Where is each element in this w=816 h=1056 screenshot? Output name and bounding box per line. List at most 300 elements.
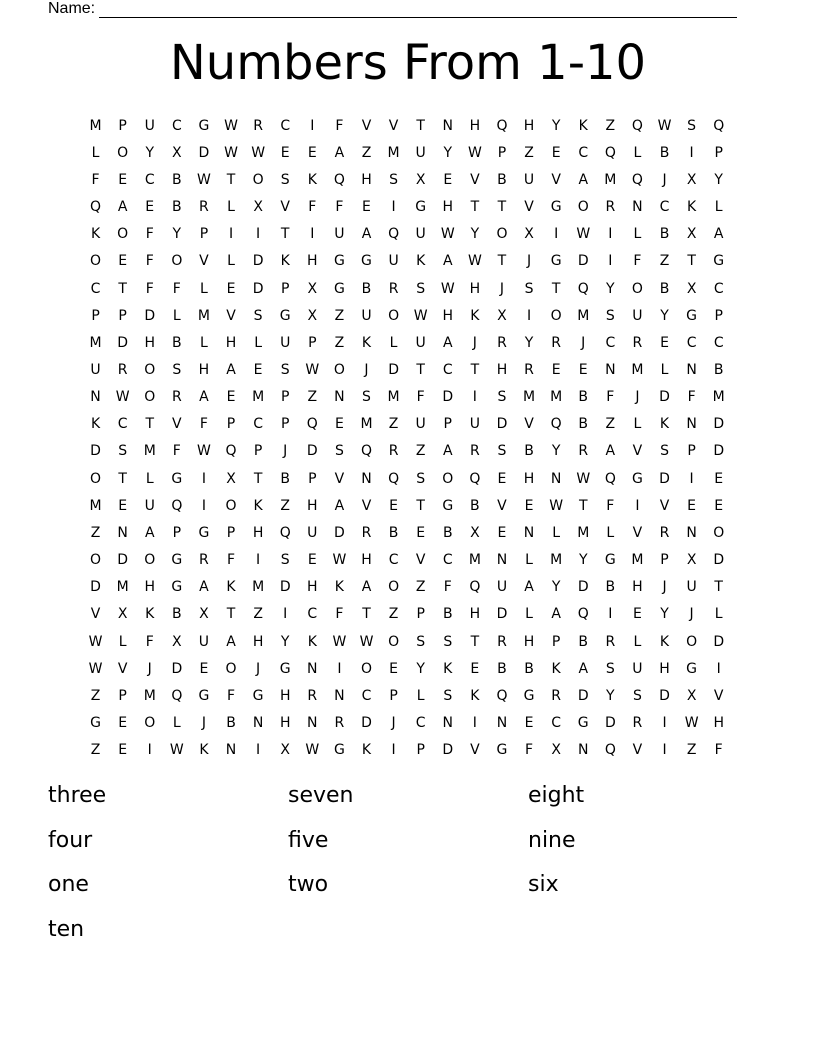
grid-letter: W [467,253,482,270]
grid-letter: S [280,552,290,569]
grid-letter: B [280,470,290,487]
grid-letter: L [254,334,263,351]
grid-letter: N [442,117,453,134]
grid-letter: V [90,606,101,623]
grid-letter: S [497,389,507,406]
grid-letter: V [632,443,643,460]
grid-letter: B [226,715,236,732]
grid-letter: P [308,470,317,487]
grid-letter: M [631,361,644,378]
grid-letter: V [524,416,534,433]
grid-letter: J [364,361,369,378]
grid-letter: G [171,470,183,487]
grid-letter: R [524,361,534,378]
grid-letter: L [416,687,425,704]
grid-letter: P [226,416,236,433]
grid-letter: J [581,334,586,351]
grid-letter: Q [604,742,616,759]
grid-letter: K [226,579,236,596]
grid-letter: C [415,715,426,732]
grid-letter: V [524,199,534,216]
grid-letter: X [199,606,209,623]
grid-letter: E [714,470,724,487]
word-list-item: four [48,827,93,853]
grid-letter: G [333,280,345,297]
grid-letter: E [226,389,236,406]
grid-letter: R [199,199,209,216]
grid-letter: A [713,226,724,243]
grid-letter: M [89,117,102,134]
grid-letter: V [199,253,209,270]
grid-letter: E [470,660,480,677]
grid-letter: Y [524,334,534,351]
grid-letter: Q [225,443,237,460]
grid-letter: J [689,606,694,623]
grid-letter: M [631,552,644,569]
grid-letter: D [604,715,616,732]
grid-letter: V [632,742,643,759]
grid-letter: D [334,524,345,541]
grid-letter: L [633,144,642,161]
grid-letter: I [256,742,261,759]
grid-letter: B [578,633,589,650]
grid-letter: Q [171,687,183,704]
grid-letter: C [117,416,128,433]
grid-letter: O [442,470,454,487]
grid-letter: W [224,144,238,161]
grid-letter: L [172,715,181,732]
grid-letter: Q [333,171,345,188]
grid-letter: K [470,307,480,324]
grid-letter: O [225,660,237,677]
grid-letter: F [145,253,154,270]
grid-letter: R [632,334,643,351]
grid-letter: R [578,443,589,460]
grid-letter: X [280,742,290,759]
grid-letter: X [686,226,697,243]
grid-letter: A [334,144,345,161]
grid-row [82,492,732,519]
grid-letter: R [388,443,399,460]
grid-letter: Y [660,307,669,324]
grid-letter: W [359,633,374,650]
grid-letter: A [442,334,453,351]
grid-letter: V [388,117,399,134]
grid-letter: Q [90,199,102,216]
grid-letter: C [280,117,291,134]
grid-letter: L [633,416,642,433]
grid-letter: S [253,307,263,324]
grid-letter: Z [605,117,616,134]
grid-letter: G [550,253,562,270]
grid-letter: Y [145,144,155,161]
grid-letter: K [253,497,263,514]
grid-letter: Q [360,443,372,460]
grid-letter: T [118,280,127,297]
grid-letter: B [172,334,182,351]
grid-letter: J [201,715,206,732]
grid-letter: E [362,199,371,216]
grid-letter: U [415,334,426,351]
grid-letter: A [226,633,236,650]
grid-letter: P [443,416,452,433]
grid-letter: K [470,687,480,704]
grid-letter: E [389,660,398,677]
grid-letter: Z [388,606,399,623]
grid-letter: V [470,742,480,759]
grid-letter: D [713,552,725,569]
grid-letter: I [689,144,694,161]
grid-letter: C [253,416,263,433]
word-list-item: one [48,872,89,897]
grid-letter: S [172,361,182,378]
grid-letter: I [201,470,206,487]
grid-letter: D [279,579,291,596]
grid-letter: N [577,742,589,759]
grid-letter: B [361,280,372,297]
grid-letter: R [605,633,616,650]
grid-letter: I [310,226,315,243]
grid-letter: N [605,361,616,378]
grid-letter: V [117,660,128,677]
grid-letter: X [117,606,128,623]
grid-letter: N [307,715,318,732]
grid-letter: L [227,253,235,270]
grid-letter: S [632,687,642,704]
grid-letter: C [713,334,724,351]
grid-letter: L [525,606,533,623]
grid-letter: L [200,334,208,351]
grid-letter: S [605,307,615,324]
grid-letter: J [472,334,477,351]
grid-letter: Z [253,606,263,623]
grid-letter: E [551,361,561,378]
grid-letter: G [686,307,698,324]
grid-letter: E [199,660,209,677]
grid-letter: L [552,524,561,541]
grid-letter: E [118,253,128,270]
grid-letter: M [577,307,590,324]
grid-letter: A [199,389,209,406]
grid-letter: Z [280,497,290,514]
grid-letter: N [686,524,697,541]
grid-letter: V [172,416,182,433]
grid-letter: F [91,171,100,188]
grid-letter: W [224,117,238,134]
grid-letter: N [334,389,345,406]
grid-letter: Q [279,524,291,541]
grid-letter: Q [550,416,562,433]
grid-letter: O [225,497,237,514]
grid-letter: H [523,470,535,487]
grid-row [82,574,732,601]
grid-letter: R [659,524,670,541]
grid-letter: P [280,389,290,406]
grid-letter: W [115,389,130,406]
grid-letter: O [252,171,264,188]
grid-letter: R [605,199,616,216]
grid-letter: I [608,253,613,270]
grid-letter: O [686,633,698,650]
grid-letter: E [416,524,426,541]
grid-letter: F [525,742,534,759]
name-blank-line[interactable] [99,2,737,18]
grid-letter: X [307,307,318,324]
grid-letter: Q [604,144,616,161]
grid-letter: S [443,687,453,704]
grid-letter: B [442,606,453,623]
grid-letter: L [389,334,398,351]
grid-letter: N [550,470,562,487]
word-list-item: five [288,827,329,853]
grid-letter: M [577,524,590,541]
grid-letter: A [199,579,209,596]
grid-letter: O [171,253,183,270]
grid-letter: J [256,660,261,677]
grid-letter: H [523,117,535,134]
grid-letter: I [256,552,261,569]
grid-letter: O [631,280,643,297]
grid-letter: D [171,660,183,677]
grid-letter: I [256,226,261,243]
grid-letter: G [523,687,535,704]
grid-letter: G [415,199,427,216]
grid-letter: C [307,606,318,623]
grid-letter: T [416,117,425,134]
grid-letter: D [90,579,101,596]
grid-letter: D [713,633,725,650]
grid-letter: T [118,470,127,487]
grid-letter: O [90,253,102,270]
grid-letter: O [90,552,102,569]
grid-letter: Y [470,226,480,243]
grid-row [82,628,732,655]
word-list-item: two [288,872,329,897]
grid-letter: W [576,470,591,487]
grid-letter: I [689,470,694,487]
grid-letter: Z [361,144,372,161]
grid-row [82,438,732,465]
grid-letter: A [551,606,561,623]
grid-letter: P [714,144,723,161]
grid-letter: B [578,416,589,433]
grid-letter: C [388,552,399,569]
grid-letter: U [361,307,372,324]
grid-letter: T [280,226,290,243]
grid-row [82,139,732,166]
grid-letter: Q [388,226,400,243]
grid-letter: V [361,497,372,514]
grid-letter: Z [686,742,697,759]
grid-letter: N [496,552,508,569]
grid-letter: P [118,307,127,324]
grid-letter: G [90,715,101,732]
grid-letter: I [608,226,613,243]
grid-letter: G [442,497,454,514]
word-list-item: three [48,783,107,808]
grid-letter: H [442,307,454,324]
grid-letter: P [308,334,317,351]
grid-letter: T [253,470,263,487]
grid-letter: W [332,552,347,569]
grid-row [82,248,732,275]
grid-letter: D [90,443,101,460]
grid-letter: I [391,199,396,216]
grid-letter: S [660,443,669,460]
grid-letter: E [497,524,507,541]
grid-letter: K [416,253,426,270]
grid-letter: C [442,552,453,569]
grid-letter: Z [334,307,345,324]
grid-letter: H [442,199,454,216]
grid-letter: W [657,117,672,134]
grid-letter: M [387,389,400,406]
grid-letter: T [687,253,696,270]
grid-letter: N [686,416,697,433]
grid-letter: Y [551,579,561,596]
grid-letter: L [633,226,642,243]
grid-letter: Z [415,579,426,596]
grid-letter: M [468,552,481,569]
grid-letter: R [253,117,263,134]
grid-letter: B [388,524,399,541]
grid-letter: I [472,389,477,406]
grid-letter: S [497,443,507,460]
grid-letter: A [361,579,372,596]
grid-letter: U [496,579,508,596]
grid-letter: W [197,171,211,188]
grid-letter: A [442,443,453,460]
grid-row [82,547,732,574]
grid-letter: B [442,524,453,541]
grid-letter: M [252,579,265,596]
grid-row [82,737,732,764]
grid-letter: S [605,660,615,677]
grid-letter: M [550,389,563,406]
word-list-item: ten [48,916,85,942]
grid-row [82,221,732,248]
grid-letter: T [226,606,236,623]
grid-letter: S [443,633,453,650]
grid-letter: B [497,171,507,188]
grid-letter: M [360,416,373,433]
grid-letter: A [442,253,453,270]
grid-letter: K [687,199,697,216]
grid-letter: U [469,416,480,433]
grid-letter: Q [713,117,725,134]
grid-letter: Q [388,470,400,487]
word-list-item: nine [528,827,576,853]
grid-letter: X [415,171,426,188]
grid-letter: B [470,497,480,514]
grid-letter: Y [551,443,561,460]
grid-letter: R [199,552,209,569]
grid-letter: D [442,742,454,759]
grid-letter: E [497,470,507,487]
grid-letter: N [442,715,453,732]
grid-letter: D [496,606,508,623]
grid-letter: E [443,171,453,188]
grid-letter: N [496,715,508,732]
grid-letter: M [387,144,400,161]
grid-letter: D [442,389,454,406]
grid-letter: J [526,253,532,270]
grid-letter: G [713,253,725,270]
grid-letter: I [391,742,396,759]
grid-letter: V [280,199,290,216]
grid-letter: W [305,742,320,759]
grid-letter: K [443,660,453,677]
grid-letter: G [198,117,210,134]
grid-letter: D [713,443,725,460]
grid-letter: H [361,552,372,569]
grid-letter: X [226,470,236,487]
grid-letter: Z [659,253,670,270]
grid-letter: Y [416,660,425,677]
grid-letter: D [117,334,129,351]
grid-letter: X [307,280,318,297]
grid-letter: D [252,253,264,270]
grid-letter: W [549,497,564,514]
grid-letter: O [388,307,400,324]
grid-letter: N [252,715,264,732]
grid-letter: O [713,524,725,541]
grid-letter: L [633,633,642,650]
grid-letter: U [144,497,155,514]
grid-letter: M [550,552,563,569]
grid-letter: U [334,226,345,243]
grid-letter: E [253,361,263,378]
grid-letter: O [577,199,589,216]
grid-letter: O [388,579,400,596]
grid-letter: I [472,715,477,732]
grid-letter: A [144,524,155,541]
grid-letter: H [632,579,643,596]
grid-letter: O [144,361,156,378]
grid-letter: D [361,715,372,732]
grid-letter: C [442,361,453,378]
grid-letter: F [606,389,615,406]
grid-letter: F [714,742,723,759]
grid-letter: J [635,389,640,406]
grid-letter: W [413,307,428,324]
grid-letter: H [361,171,372,188]
grid-letter: C [144,171,155,188]
grid-letter: V [226,307,236,324]
grid-letter: Y [578,552,588,569]
word-list-item: eight [528,783,585,808]
grid-letter: F [308,199,317,216]
grid-letter: R [551,687,561,704]
grid-letter: Y [660,606,669,623]
grid-letter: K [361,334,372,351]
grid-letter: D [577,579,589,596]
grid-letter: Z [334,334,345,351]
grid-letter: X [497,307,507,324]
grid-letter: B [659,226,670,243]
grid-letter: L [145,470,154,487]
grid-letter: K [199,742,209,759]
grid-letter: L [525,552,533,569]
grid-letter: H [252,524,264,541]
grid-letter: P [714,307,723,324]
grid-row [82,682,732,709]
grid-letter: G [361,253,372,270]
grid-letter: B [172,171,182,188]
grid-letter: F [606,497,615,514]
grid-letter: T [497,199,507,216]
grid-letter: N [334,687,345,704]
